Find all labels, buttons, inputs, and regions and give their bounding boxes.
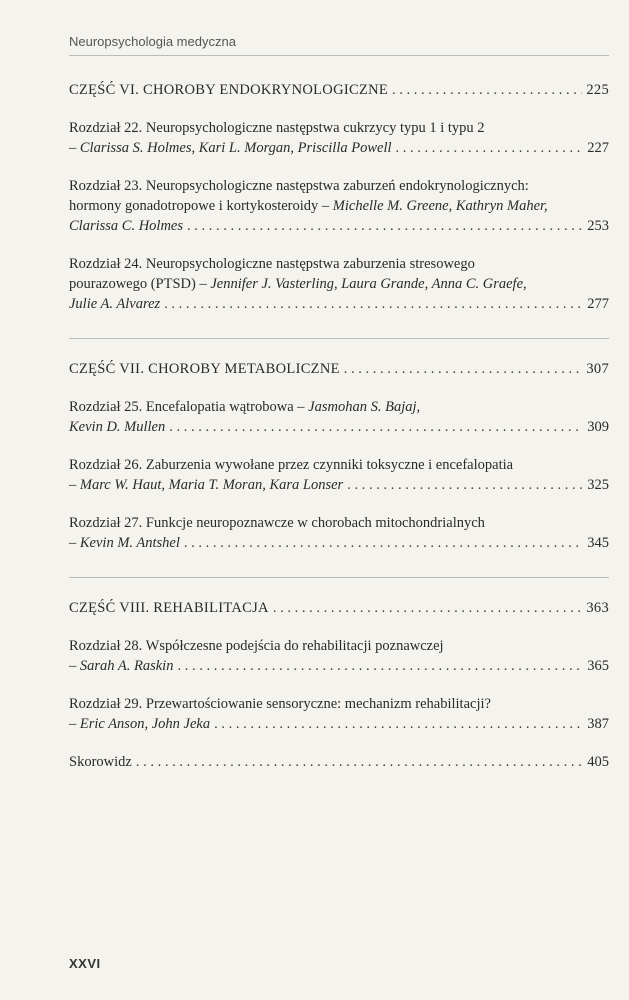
- page-number: 225: [586, 82, 609, 98]
- entry-title: Rozdział 23. Neuropsychologiczne następstwa zaburzeń endokrynologicznych:: [69, 178, 529, 194]
- page-number: 363: [586, 600, 609, 616]
- dot-leader: [136, 752, 583, 772]
- toc-entry: [69, 694, 609, 734]
- toc-entry: [69, 513, 609, 553]
- entry-authors: Julie A. Alvarez: [69, 296, 161, 312]
- page-number: 253: [587, 218, 609, 234]
- toc-entry: [69, 455, 609, 495]
- running-head: Neuropsychologia medyczna: [69, 34, 236, 49]
- part-title: CZĘŚĆ VI. CHOROBY ENDOKRYNOLOGICZNE: [69, 82, 389, 98]
- page-folio: XXVI: [69, 956, 101, 971]
- dot-leader: [177, 656, 583, 676]
- part-title: CZĘŚĆ VIII. REHABILITACJA: [69, 600, 269, 616]
- entry-dash: –: [69, 658, 80, 674]
- entry-dash: –: [69, 716, 80, 732]
- page-number: 405: [587, 754, 609, 770]
- dot-leader: [169, 417, 583, 437]
- page-number: 387: [587, 716, 609, 732]
- entry-title-cont: pourazowego (PTSD) –: [69, 276, 211, 292]
- entry-title: Skorowidz: [69, 754, 132, 770]
- entry-dash: –: [69, 535, 80, 551]
- page-number: 307: [586, 361, 609, 377]
- page-number: 365: [587, 658, 609, 674]
- part-heading: [69, 598, 609, 618]
- page-number: 277: [587, 296, 609, 312]
- entry-authors: Marc W. Haut, Maria T. Moran, Kara Lonser: [79, 477, 344, 493]
- dot-leader: [164, 294, 583, 314]
- dot-leader: [344, 359, 583, 379]
- entry-title: Rozdział 24. Neuropsychologiczne następstwa zaburzenia stresowego: [69, 256, 475, 272]
- toc-entry: [69, 118, 609, 158]
- toc-entry: [69, 397, 609, 437]
- toc-entry: [69, 636, 609, 676]
- dot-leader: [392, 80, 582, 100]
- dot-leader: [347, 475, 583, 495]
- page-number: 309: [587, 419, 609, 435]
- entry-authors: Jasmohan S. Bajaj,: [308, 399, 421, 415]
- entry-authors: Michelle M. Greene, Kathryn Maher,: [332, 198, 548, 214]
- entry-title: Rozdział 22. Neuropsychologiczne następstwa cukrzycy typu 1 i typu 2: [69, 120, 485, 136]
- entry-dash: –: [69, 477, 80, 493]
- entry-dash: –: [69, 140, 80, 156]
- dot-leader: [184, 533, 583, 553]
- entry-authors: Sarah A. Raskin: [79, 658, 174, 674]
- table-of-contents: [69, 80, 609, 772]
- entry-authors: Clarissa C. Holmes: [69, 218, 184, 234]
- page-number: 227: [587, 140, 609, 156]
- entry-authors: Clarissa S. Holmes, Kari L. Morgan, Priscilla Powell: [79, 140, 392, 156]
- entry-title-cont: hormony gonadotropowe i kortykosteroidy –: [69, 198, 333, 214]
- dot-leader: [396, 138, 584, 158]
- part-heading: [69, 80, 609, 100]
- entry-title: Rozdział 27. Funkcje neuropoznawcze w chorobach mitochondrialnych: [69, 515, 485, 531]
- toc-entry-index: [69, 752, 609, 772]
- toc-entry: [69, 254, 609, 314]
- section-divider: [69, 338, 609, 339]
- section-divider: [69, 577, 609, 578]
- entry-title: Rozdział 29. Przewartościowanie sensoryczne: mechanizm rehabilitacji?: [69, 696, 491, 712]
- entry-authors: Kevin D. Mullen: [69, 419, 166, 435]
- entry-title: Rozdział 26. Zaburzenia wywołane przez czynniki toksyczne i encefalopatia: [69, 457, 514, 473]
- entry-authors: Kevin M. Antshel: [79, 535, 180, 551]
- part-heading: [69, 359, 609, 379]
- dot-leader: [273, 598, 583, 618]
- entry-title: Rozdział 25. Encefalopatia wątrobowa –: [69, 399, 309, 415]
- entry-title: Rozdział 28. Współczesne podejścia do rehabilitacji poznawczej: [69, 638, 444, 654]
- header-rule: [69, 55, 609, 56]
- page-number: 345: [587, 535, 609, 551]
- dot-leader: [187, 216, 583, 236]
- part-title: CZĘŚĆ VII. CHOROBY METABOLICZNE: [69, 361, 340, 377]
- entry-authors: Jennifer J. Vasterling, Laura Grande, Anna C. Graefe,: [210, 276, 527, 292]
- dot-leader: [214, 714, 583, 734]
- entry-authors: Eric Anson, John Jeka: [79, 716, 211, 732]
- page-number: 325: [587, 477, 609, 493]
- toc-entry: [69, 176, 609, 236]
